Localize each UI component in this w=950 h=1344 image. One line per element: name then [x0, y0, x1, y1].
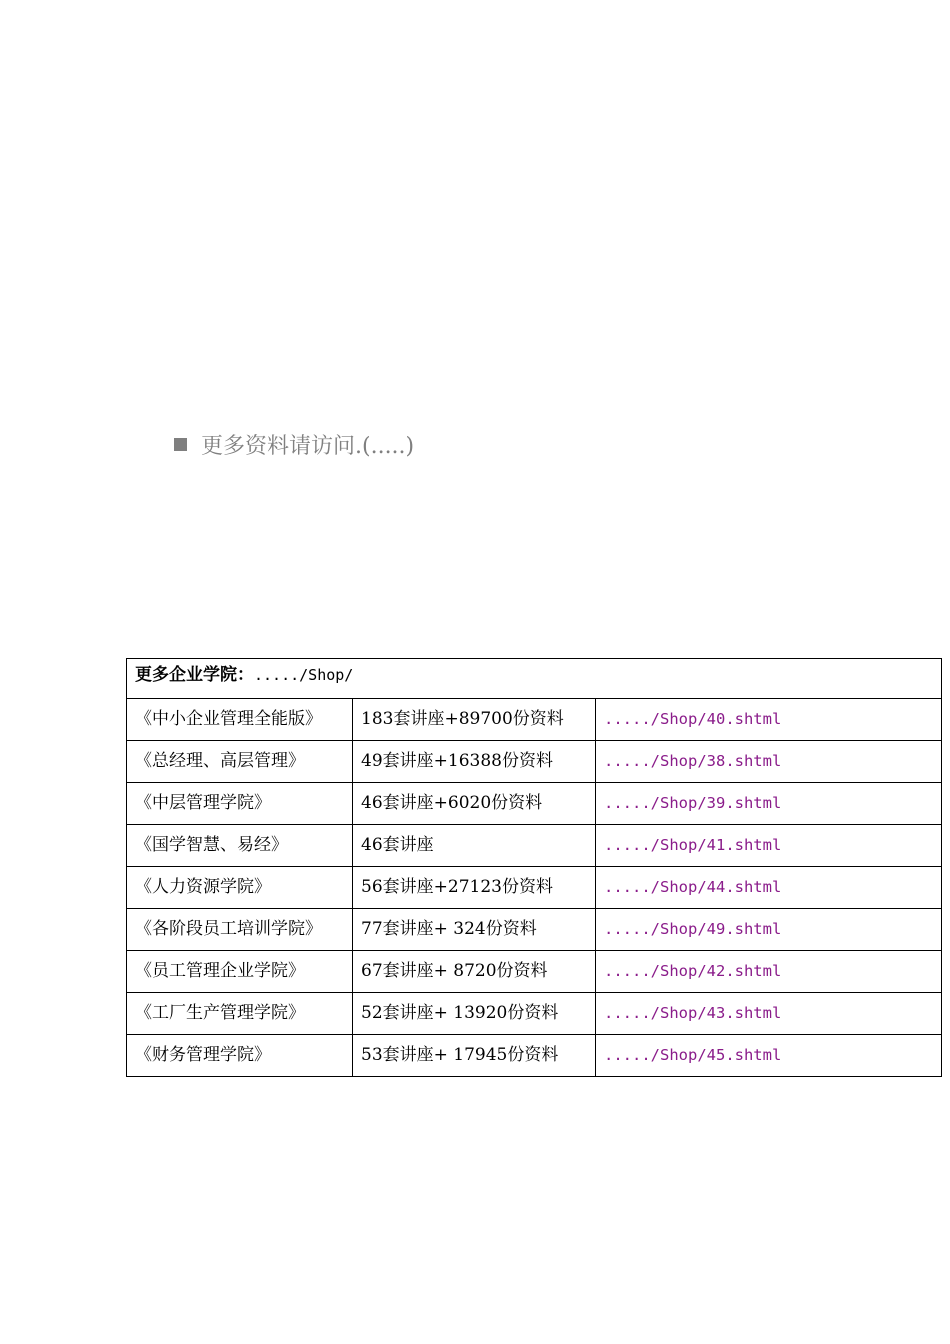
header-title: 更多企业学院：: [135, 665, 254, 685]
course-link-cell: [596, 867, 942, 909]
course-content-cell: 77套讲座+ 324份资料: [353, 909, 596, 951]
course-content-cell: 49套讲座+16388份资料: [353, 741, 596, 783]
course-content-cell: 56套讲座+27123份资料: [353, 867, 596, 909]
table-row: [127, 699, 942, 741]
table-row: [127, 951, 942, 993]
table-row: [127, 909, 942, 951]
course-name-cell: 《中层管理学院》: [127, 783, 353, 825]
course-link[interactable]: ...../Shop/49.shtml: [604, 920, 782, 938]
course-link-cell: [596, 741, 942, 783]
table-row: [127, 783, 942, 825]
course-content-cell: 46套讲座+6020份资料: [353, 783, 596, 825]
course-name-cell: 《国学智慧、易经》: [127, 825, 353, 867]
course-name-cell: 《人力资源学院》: [127, 867, 353, 909]
course-name-cell: 《工厂生产管理学院》: [127, 993, 353, 1035]
course-link-cell: [596, 825, 942, 867]
course-name-cell: 《各阶段员工培训学院》: [127, 909, 353, 951]
course-name-cell: 《财务管理学院》: [127, 1035, 353, 1077]
course-link[interactable]: ...../Shop/41.shtml: [604, 836, 782, 854]
course-link[interactable]: ...../Shop/39.shtml: [604, 794, 782, 812]
course-link[interactable]: ...../Shop/40.shtml: [604, 710, 782, 728]
course-name-cell: 《员工管理企业学院》: [127, 951, 353, 993]
table-row: [127, 867, 942, 909]
course-table: [126, 658, 942, 1077]
course-link[interactable]: ...../Shop/43.shtml: [604, 1004, 782, 1022]
course-link[interactable]: ...../Shop/44.shtml: [604, 878, 782, 896]
course-name-cell: 《中小企业管理全能版》: [127, 699, 353, 741]
table-header-row: [127, 659, 942, 699]
square-bullet-icon: [174, 438, 187, 451]
table-row: [127, 1035, 942, 1077]
course-content-cell: 52套讲座+ 13920份资料: [353, 993, 596, 1035]
course-content-cell: 183套讲座+89700份资料: [353, 699, 596, 741]
course-link[interactable]: ...../Shop/45.shtml: [604, 1046, 782, 1064]
course-link-cell: [596, 1035, 942, 1077]
course-link-cell: [596, 951, 942, 993]
course-content-cell: 46套讲座: [353, 825, 596, 867]
course-link[interactable]: ...../Shop/38.shtml: [604, 752, 782, 770]
course-link-cell: [596, 783, 942, 825]
course-link-cell: [596, 699, 942, 741]
course-name-cell: 《总经理、高层管理》: [127, 741, 353, 783]
course-content-cell: 67套讲座+ 8720份资料: [353, 951, 596, 993]
header-url-link[interactable]: ...../Shop/: [254, 666, 354, 684]
notice-line: [174, 427, 414, 461]
course-content-cell: 53套讲座+ 17945份资料: [353, 1035, 596, 1077]
course-link-cell: [596, 909, 942, 951]
table-header-cell: [127, 659, 942, 699]
table-row: [127, 825, 942, 867]
course-link[interactable]: ...../Shop/42.shtml: [604, 962, 782, 980]
notice-text: 更多资料请访问.(.....): [201, 433, 415, 459]
table-row: [127, 993, 942, 1035]
course-link-cell: [596, 993, 942, 1035]
table-row: [127, 741, 942, 783]
